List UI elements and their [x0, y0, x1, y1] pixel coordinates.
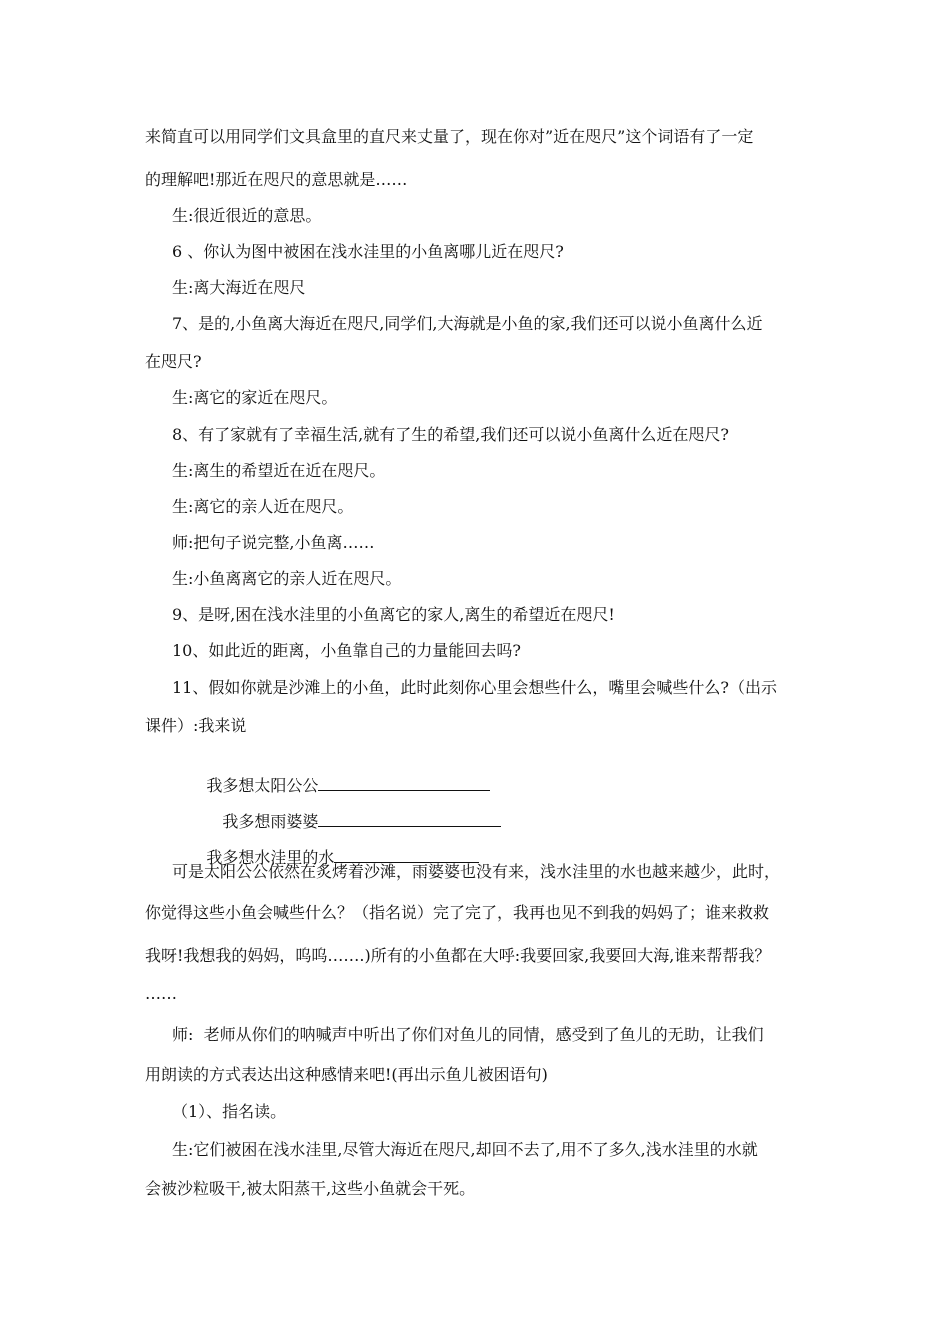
text-line: 8、有了家就有了幸福生活,就有了生的希望,我们还可以说小鱼离什么近在咫尺?: [172, 425, 729, 444]
text-line: （1）、指名读。: [172, 1102, 287, 1121]
text-line: 生:很近很近的意思。: [172, 206, 322, 225]
fill-in-blank: [318, 774, 490, 791]
text-line: ……: [145, 984, 177, 1003]
fill-in-line: [202, 790, 501, 831]
text-line: 用朗读的方式表达出这种感情来吧!(再出示鱼儿被困语句): [145, 1065, 548, 1084]
text-line: 生:小鱼离离它的亲人近在咫尺。: [172, 569, 402, 588]
text-line: 生:离生的希望近在近在咫尺。: [172, 461, 386, 480]
text-line: 来简直可以用同学们文具盒里的直尺来丈量了，现在你对”近在咫尺”这个词语有了一定: [145, 127, 754, 146]
text-line: 生:离大海近在咫尺: [172, 278, 306, 297]
fill-in-line: [186, 754, 490, 795]
text-line: 可是太阳公公依然在炙烤着沙滩，雨婆婆也没有来，浅水洼里的水也越来越少，此时，: [172, 862, 781, 881]
text-line: 生:离它的亲人近在咫尺。: [172, 497, 354, 516]
fill-in-blank: [334, 846, 479, 863]
text-line: 生:它们被困在浅水洼里,尽管大海近在咫尺,却回不去了,用不了多久,浅水洼里的水就: [172, 1140, 758, 1159]
text-line: 师:把句子说完整,小鱼离……: [172, 533, 375, 552]
text-line: 我呀!我想我的妈妈，呜呜…….)所有的小鱼都在大呼:我要回家,我要回大海,谁来帮帮我？: [145, 946, 771, 965]
text-line: 7、是的,小鱼离大海近在咫尺,同学们,大海就是小鱼的家,我们还可以说小鱼离什么近: [172, 314, 763, 333]
text-line: 6 、你认为图中被困在浅水洼里的小鱼离哪儿近在咫尺?: [172, 242, 564, 261]
fill-in-prompt: 我多想水洼里的水: [206, 848, 335, 867]
text-line: 9、是呀,困在浅水洼里的小鱼离它的家人,离生的希望近在咫尺!: [172, 605, 615, 624]
text-line: 你觉得这些小鱼会喊些什么？（指名说）完了完了，我再也见不到我的妈妈了；谁来救救: [145, 903, 770, 922]
fill-in-blank: [318, 810, 501, 827]
fill-in-prompt: 我多想雨婆婆: [222, 812, 319, 831]
fill-in-prompt: 我多想太阳公公: [206, 776, 319, 795]
text-line: 师: 老师从你们的呐喊声中听出了你们对鱼儿的同情，感受到了鱼儿的无助，让我们: [172, 1025, 764, 1044]
text-line: 10、如此近的距离，小鱼靠自己的力量能回去吗?: [172, 641, 521, 660]
fill-in-line: [186, 826, 479, 867]
text-line: 生:离它的家近在咫尺。: [172, 388, 338, 407]
text-line: 会被沙粒吸干,被太阳蒸干,这些小鱼就会干死。: [145, 1179, 476, 1198]
text-line: 在咫尺?: [145, 352, 202, 371]
text-line: 课件）:我来说: [145, 716, 247, 735]
text-line: 的理解吧!那近在咫尺的意思就是……: [145, 170, 408, 189]
text-line: 11、假如你就是沙滩上的小鱼，此时此刻你心里会想些什么，嘴里会喊些什么?（出示: [172, 678, 777, 697]
